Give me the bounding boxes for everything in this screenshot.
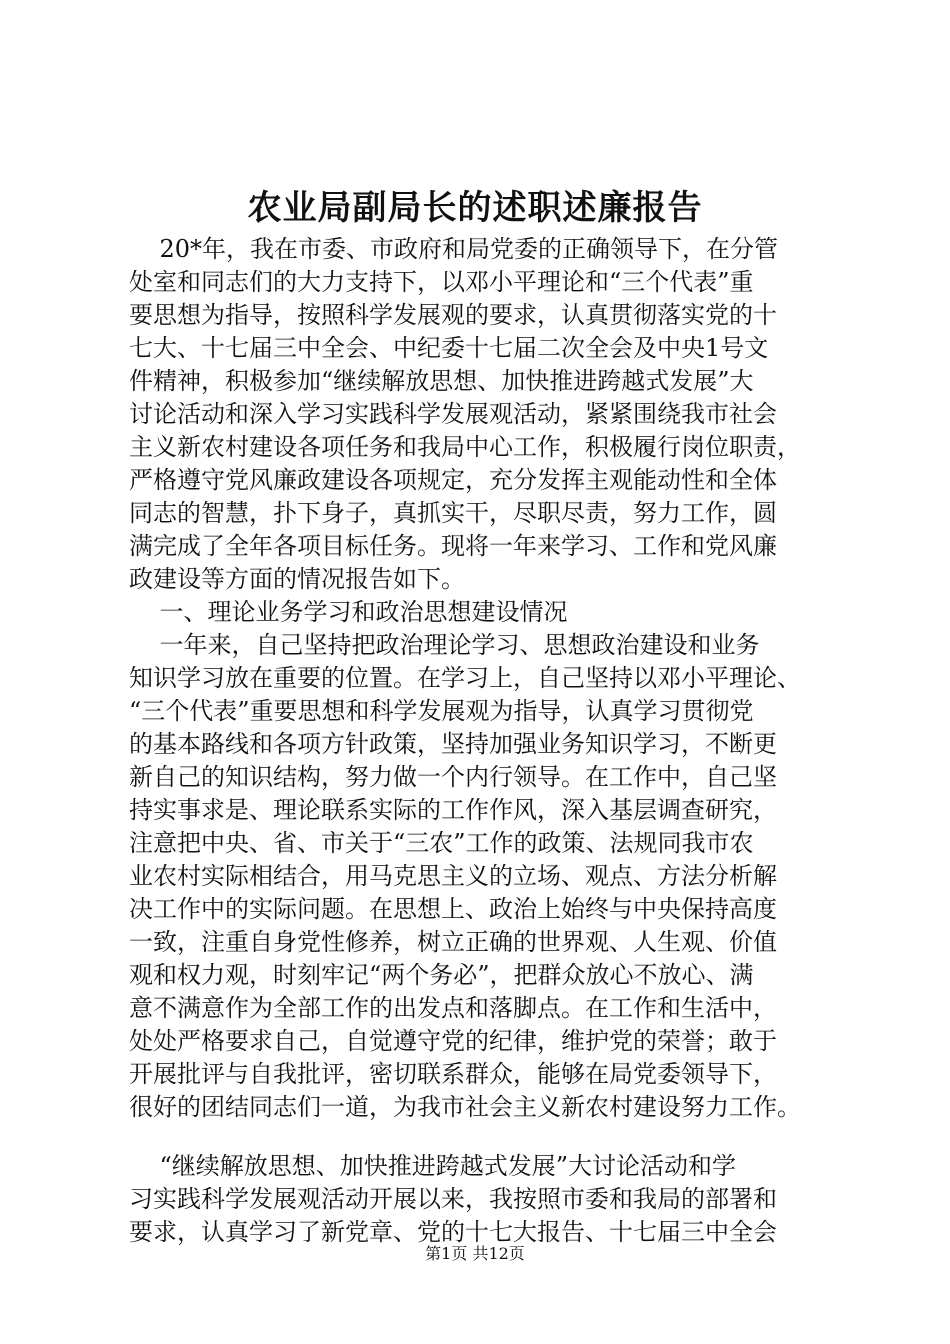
text-line: “三个代表”重要思想和科学发展观为指导，认真学习贯彻党 xyxy=(129,697,754,725)
text-line: 处处严格要求自己，自觉遵守党的纪律，维护党的荣誉；敢于 xyxy=(129,1027,777,1055)
text-line: 满完成了全年各项目标任务。现将一年来学习、工作和党风廉 xyxy=(129,532,777,560)
text-line: 注意把中央、省、市关于“三农”工作的政策、法规同我市农 xyxy=(129,829,754,857)
text-line: 处室和同志们的大力支持下，以邓小平理论和“三个代表”重 xyxy=(129,268,754,296)
text-line: 件精神，积极参加“继续解放思想、加快推进跨越式发展”大 xyxy=(129,367,754,395)
document-title: 农业局副局长的述职述廉报告 xyxy=(247,188,703,228)
text-line: 要求，认真学习了新党章、党的十七大报告、十七届三中全会 xyxy=(129,1218,777,1246)
page-number: 第1页 共12页 xyxy=(425,1244,525,1263)
text-line: 20*年，我在市委、市政府和局党委的正确领导下，在分管 xyxy=(129,235,779,263)
paragraph-study xyxy=(129,629,859,1124)
text-line: 同志的智慧，扑下身子，真抓实干，尽职尽责，努力工作，圆 xyxy=(129,499,777,527)
text-line: 开展批评与自我批评，密切联系群众，能够在局党委领导下， xyxy=(129,1060,777,1088)
text-line: 讨论活动和深入学习实践科学发展观活动，紧紧围绕我市社会 xyxy=(129,400,777,428)
document-body xyxy=(129,233,859,1249)
text-line: 要思想为指导，按照科学发展观的要求，认真贯彻落实党的十 xyxy=(129,301,777,329)
text-line: 七大、十七届三中全会、中纪委十七届二次全会及中央1号文 xyxy=(129,334,769,362)
text-line: 主义新农村建设各项任务和我局中心工作，积极履行岗位职责， xyxy=(129,433,801,461)
text-line: 意不满意作为全部工作的出发点和落脚点。在工作和生活中， xyxy=(129,994,777,1022)
text-line: 政建设等方面的情况报告如下。 xyxy=(129,565,465,593)
paragraph-campaign xyxy=(129,1150,859,1249)
text-line: 一年来，自己坚持把政治理论学习、思想政治建设和业务 xyxy=(129,631,760,659)
paragraph-intro xyxy=(129,233,859,596)
text-line: 决工作中的实际问题。在思想上、政治上始终与中央保持高度 xyxy=(129,895,777,923)
text-line: 知识学习放在重要的位置。在学习上，自己坚持以邓小平理论、 xyxy=(129,664,801,692)
paragraph-gap xyxy=(129,1124,859,1150)
text-line: 严格遵守党风廉政建设各项规定，充分发挥主观能动性和全体 xyxy=(129,466,777,494)
text-line: 很好的团结同志们一道，为我市社会主义新农村建设努力工作。 xyxy=(129,1093,801,1121)
text-line: 一致，注重自身党性修养，树立正确的世界观、人生观、价值 xyxy=(129,928,777,956)
section-heading: 一、理论业务学习和政治思想建设情况 xyxy=(129,598,568,626)
text-line: 持实事求是、理论联系实际的工作作风，深入基层调查研究， xyxy=(129,796,777,824)
text-line: “继续解放思想、加快推进跨越式发展”大讨论活动和学 xyxy=(129,1152,737,1180)
text-line: 观和权力观，时刻牢记“两个务必”，把群众放心不放心、满 xyxy=(129,961,754,989)
text-line: 新自己的知识结构，努力做一个内行领导。在工作中，自己坚 xyxy=(129,763,777,791)
text-line: 的基本路线和各项方针政策，坚持加强业务知识学习，不断更 xyxy=(129,730,777,758)
text-line: 习实践科学发展观活动开展以来，我按照市委和我局的部署和 xyxy=(129,1185,777,1213)
text-line: 业农村实际相结合，用马克思主义的立场、观点、方法分析解 xyxy=(129,862,777,890)
